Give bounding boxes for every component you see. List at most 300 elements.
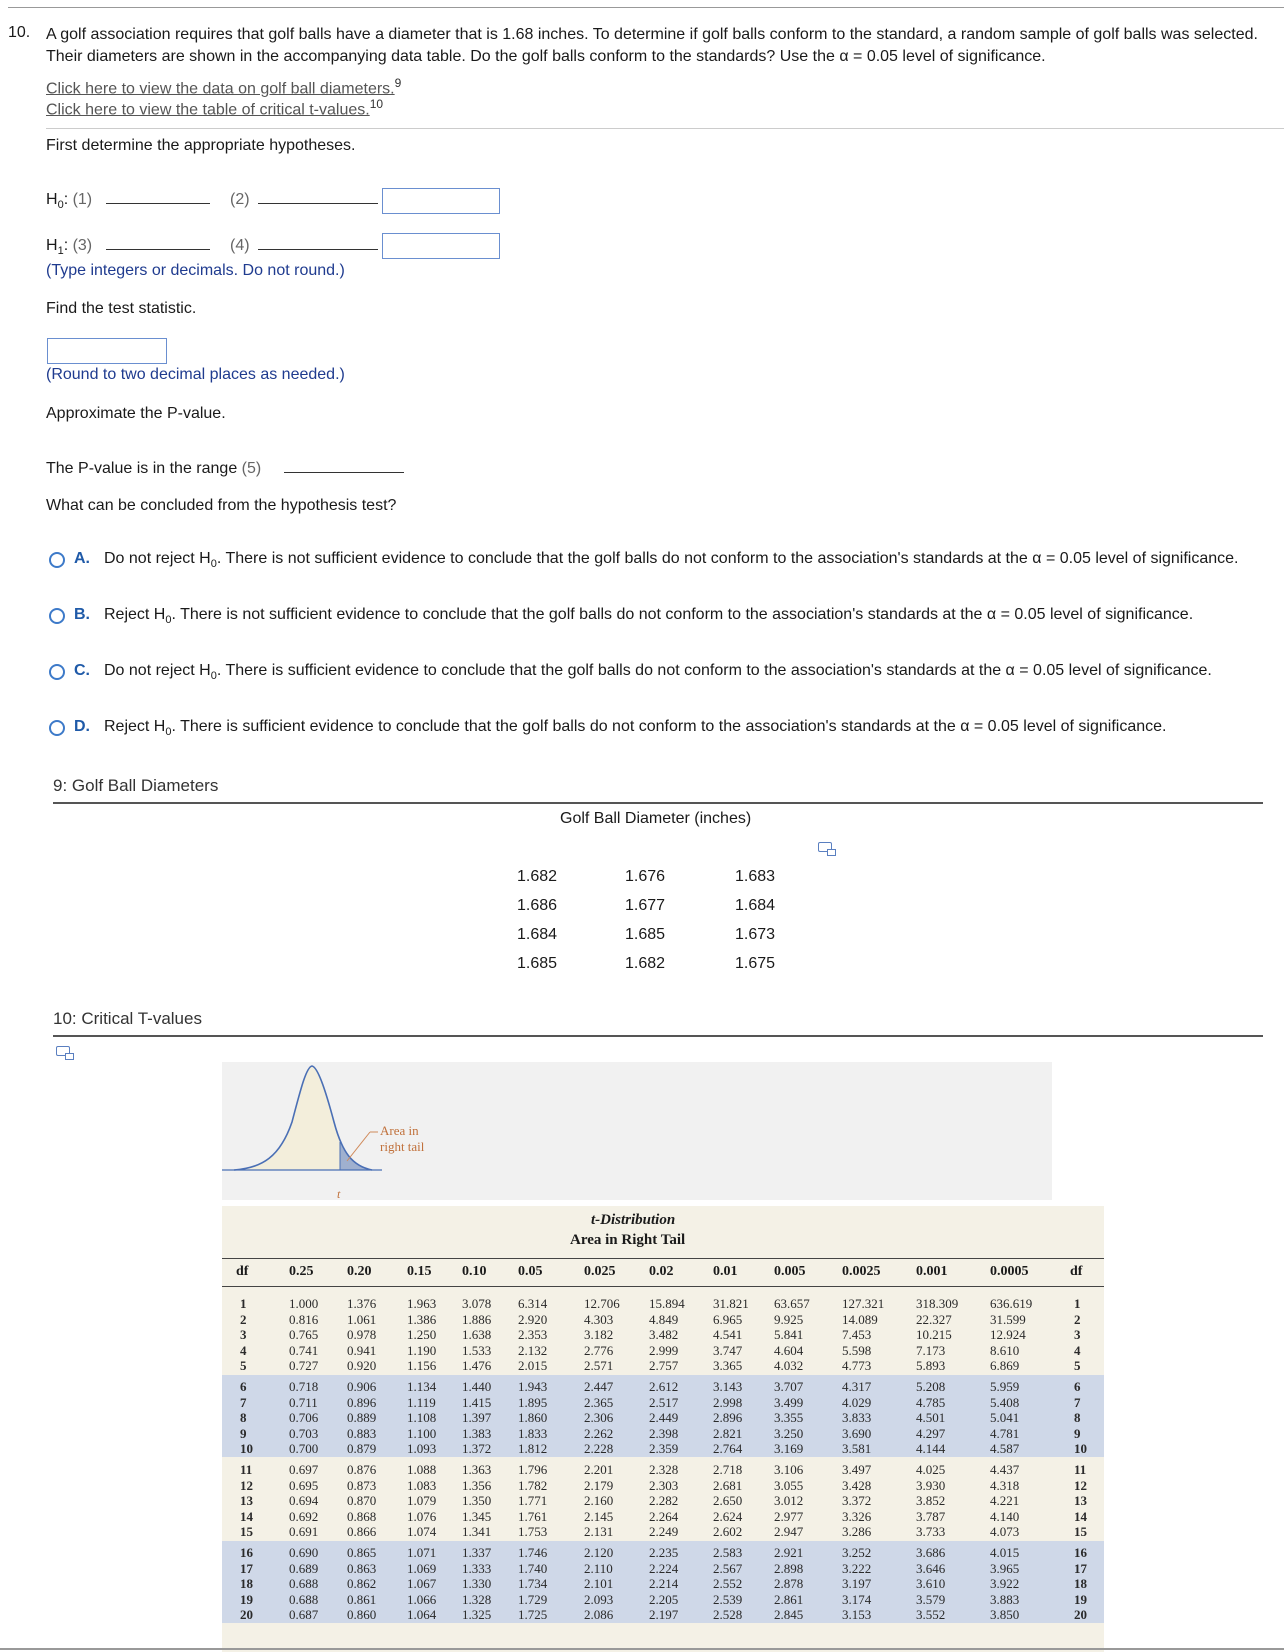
label-pointer: [347, 1132, 370, 1161]
t-table-cell: 1.119: [407, 1394, 436, 1410]
t-table-cell: 1.156: [407, 1358, 437, 1374]
t-table-df-cell-right: 8: [1074, 1410, 1081, 1426]
t-table-cell: 636.619: [990, 1296, 1033, 1311]
t-table-df-cell-right: 7: [1074, 1394, 1081, 1410]
t-table-cell: 1.100: [407, 1425, 437, 1441]
test-statistic-input[interactable]: [47, 338, 167, 364]
t-table-cell: 2.898: [774, 1560, 804, 1576]
t-table-cell: 7.453: [842, 1327, 872, 1343]
t-table-cell: 1.337: [462, 1545, 492, 1560]
t-table-cell: 2.131: [584, 1524, 614, 1540]
t-table-df-cell-right: 9: [1074, 1425, 1081, 1441]
t-table-cell: 1.064: [407, 1607, 437, 1623]
t-table-cell: 4.073: [990, 1524, 1020, 1540]
t-table-cell: 2.120: [584, 1545, 614, 1560]
t-table-cell: 0.694: [289, 1493, 319, 1509]
t-table-cell: 3.610: [916, 1576, 946, 1592]
t-distribution-curve: [222, 1062, 482, 1206]
t-table-cell: 2.228: [584, 1441, 614, 1457]
t-table-cell: 1.886: [462, 1311, 492, 1327]
t-table-cell: 2.921: [774, 1545, 804, 1560]
h1-row: [46, 237, 92, 257]
option-b-text[interactable]: Reject $H_0$. There is not sufficient evidence to conclude that the golf balls do not conform to the association's standards at the α = 0.05 level of significance.: [104, 606, 1194, 627]
t-table-df-cell: 2: [240, 1311, 247, 1327]
step-test-statistic: Find the test statistic.: [46, 300, 197, 317]
t-table-df-cell: 4: [240, 1342, 247, 1358]
t-table-cell: 12.706: [584, 1296, 620, 1311]
t-table-cell: 4.541: [713, 1327, 743, 1343]
t-table-cell: 3.174: [842, 1591, 872, 1607]
t-table-cell: 3.581: [842, 1441, 872, 1457]
t-table-cell: 1.076: [407, 1508, 437, 1524]
t-table-cell: 1.345: [462, 1508, 492, 1524]
t-table-cell: 1.782: [518, 1477, 548, 1493]
t-table-cell: 1.397: [462, 1410, 492, 1426]
t-table-cell: 0.727: [289, 1358, 319, 1374]
t-table-cell: 4.781: [990, 1425, 1020, 1441]
h0-label: $H_0$:: [46, 191, 73, 212]
tvalues-section-divider: [53, 1035, 1263, 1037]
area-label-1: Area in: [380, 1123, 419, 1138]
t-label: t: [337, 1187, 341, 1201]
t-table-cell: 1.725: [518, 1607, 548, 1623]
t-table-cell: 3.106: [774, 1462, 804, 1477]
t-table-cell: 22.327: [916, 1311, 952, 1327]
t-table-cell: 3.499: [774, 1394, 804, 1410]
t-table-cell: 4.785: [916, 1394, 946, 1410]
t-table-cell: 1.963: [407, 1296, 437, 1311]
data-cell: 1.685: [625, 926, 666, 943]
t-table-cell: 3.326: [842, 1508, 872, 1524]
t-table-df-cell-right: 20: [1074, 1607, 1087, 1623]
t-table-cell: 3.143: [713, 1379, 743, 1394]
t-table-df-cell: 12: [240, 1477, 253, 1493]
t-table-cell: 3.222: [842, 1560, 872, 1576]
t-table-df-cell-right: 18: [1074, 1576, 1087, 1592]
t-table-cell: 0.920: [347, 1358, 377, 1374]
t-table-cell: 3.252: [842, 1545, 872, 1560]
t-table-cell: 2.517: [649, 1394, 679, 1410]
t-table-cell: 3.012: [774, 1493, 804, 1509]
t-table-cell: 4.297: [916, 1425, 946, 1441]
h0-value-input[interactable]: [382, 188, 500, 214]
t-table-cell: 4.015: [990, 1545, 1020, 1560]
option-c-letter: C.: [74, 662, 90, 679]
t-table-cell: 31.599: [990, 1311, 1026, 1327]
t-table-cell: 2.764: [713, 1441, 743, 1457]
t-table-cell: 4.025: [916, 1462, 946, 1477]
t-table-cell: 2.160: [584, 1493, 614, 1509]
option-d-text[interactable]: Reject $H_0$. There is sufficient evidence to conclude that the golf balls do not conform to the association's standards at the α = 0.05 level of significance.: [104, 718, 1167, 739]
t-table-cell: 1.943: [518, 1379, 548, 1394]
t-table-cell: 2.101: [584, 1576, 614, 1592]
t-table-cell: 2.878: [774, 1576, 804, 1592]
t-table-df-cell: 19: [240, 1591, 253, 1607]
t-table-cell: 4.318: [990, 1477, 1020, 1493]
t-table-cell: 2.681: [713, 1477, 743, 1493]
t-table-cell: 0.876: [347, 1462, 377, 1477]
t-table-cell: 1.415: [462, 1394, 492, 1410]
t-table-cell: 3.355: [774, 1410, 804, 1426]
table-link-ref: 10: [369, 97, 384, 111]
t-table-cell: 1.079: [407, 1493, 437, 1509]
t-table-df-cell-right: 3: [1074, 1327, 1081, 1343]
t-table-col-header: 0.20: [347, 1264, 372, 1279]
t-table-cell: 0.861: [347, 1591, 377, 1607]
t-table-cell: 4.587: [990, 1441, 1020, 1457]
t-table-cell: 1.796: [518, 1462, 548, 1477]
t-table-title-1: t-Distribution: [591, 1212, 676, 1228]
t-table-cell: 1.363: [462, 1462, 492, 1477]
t-table-cell: 1.088: [407, 1462, 437, 1477]
hint-integers: (Type integers or decimals. Do not round.): [46, 262, 345, 279]
t-table-cell: 1.771: [518, 1493, 548, 1509]
t-table-cell: 1.638: [462, 1327, 492, 1343]
view-data-link[interactable]: Click here to view the data on golf ball diameters.: [46, 80, 395, 98]
t-table-cell: 1.812: [518, 1441, 548, 1457]
view-table-link[interactable]: Click here to view the table of critical t-values.: [46, 101, 370, 119]
h0-row: [46, 191, 92, 211]
t-table-df-cell: 5: [240, 1358, 247, 1374]
t-table-cell: 3.078: [462, 1296, 492, 1311]
t-table-cell: 3.850: [990, 1607, 1020, 1623]
t-table-cell: 3.833: [842, 1410, 872, 1426]
t-table-cell: 2.528: [713, 1607, 743, 1623]
option-a-radio[interactable]: [49, 552, 65, 568]
t-table-cell: 1.895: [518, 1394, 548, 1410]
t-table-cell: 4.303: [584, 1311, 614, 1327]
t-table-cell: 318.309: [916, 1296, 959, 1311]
data-cell: 1.673: [735, 926, 776, 943]
h1-label: $H_1$:: [46, 237, 73, 258]
t-table-cell: 10.215: [916, 1327, 952, 1343]
link-divider: [46, 128, 1284, 129]
t-table-cell: 1.330: [462, 1576, 492, 1592]
area-label-2: right tail: [380, 1139, 425, 1154]
t-table-cell: 2.303: [649, 1477, 679, 1493]
t-table-cell: 0.941: [347, 1342, 377, 1358]
popout-icon-2[interactable]: [56, 1046, 70, 1056]
t-table-cell: 0.706: [289, 1410, 319, 1426]
t-table-col-header: 0.005: [774, 1264, 806, 1279]
blank-5-label: (5): [241, 460, 262, 477]
t-table-df-cell-right: 15: [1074, 1524, 1087, 1540]
t-table-df-cell: 13: [240, 1493, 253, 1509]
t-table-df-cell: 20: [240, 1607, 253, 1623]
t-table-cell: 6.965: [713, 1311, 743, 1327]
t-table-title-2: Area in Right Tail: [570, 1232, 686, 1248]
t-table-cell: 3.747: [713, 1342, 743, 1358]
t-table-cell: 0.860: [347, 1607, 377, 1623]
t-table-cell: 2.650: [713, 1493, 743, 1509]
t-table-df-cell: 10: [240, 1441, 253, 1457]
t-table-cell: 2.845: [774, 1607, 804, 1623]
t-table-cell: 0.868: [347, 1508, 377, 1524]
option-c-text[interactable]: Do not reject $H_0$. There is sufficient evidence to conclude that the golf balls do not conform to the association's standards at the α = 0.05 level of significance.: [104, 662, 1212, 683]
data-link-ref: 9: [394, 76, 402, 90]
t-table-cell: 0.690: [289, 1545, 319, 1560]
t-table-cell: 2.861: [774, 1591, 804, 1607]
t-table-cell: 3.153: [842, 1607, 872, 1623]
t-table-cell: 2.552: [713, 1576, 743, 1592]
t-table-cell: 63.657: [774, 1296, 810, 1311]
t-table-cell: 0.703: [289, 1425, 319, 1441]
tail-area: [340, 1142, 372, 1170]
t-table-cell: 2.447: [584, 1379, 614, 1394]
t-table-cell: 2.086: [584, 1607, 614, 1623]
t-table-cell: 2.977: [774, 1508, 804, 1524]
t-table-df-cell-right: 5: [1074, 1358, 1081, 1374]
t-table-cell: 3.733: [916, 1524, 946, 1540]
t-table-df-cell-right: 4: [1074, 1342, 1081, 1358]
top-divider: [8, 7, 1284, 8]
t-table-cell: 0.862: [347, 1576, 377, 1592]
t-table-cell: 0.889: [347, 1410, 377, 1426]
t-table-cell: 4.773: [842, 1358, 872, 1374]
option-b-radio[interactable]: [49, 608, 65, 624]
t-table-cell: 2.205: [649, 1591, 679, 1607]
t-table-col-header: 0.0005: [990, 1264, 1029, 1279]
t-table-cell: 2.353: [518, 1327, 548, 1343]
t-table-df-cell: 9: [240, 1425, 247, 1441]
t-table-cell: 1.067: [407, 1576, 437, 1592]
t-table-cell: 5.841: [774, 1327, 804, 1343]
popout-icon[interactable]: [818, 842, 832, 852]
t-table-cell: 1.083: [407, 1477, 437, 1493]
t-table-cell: 5.598: [842, 1342, 872, 1358]
question-text: A golf association requires that golf balls have a diameter that is 1.68 inches. To determine if golf balls conform to the standard, a random sample of golf balls was selected. Their diameters are shown in the accompanying data table. Do the golf balls conform to the standards? Use the α = 0.05 level of significance.: [46, 26, 1258, 65]
t-table-df-cell: 15: [240, 1524, 253, 1540]
t-table-cell: 2.262: [584, 1425, 614, 1441]
data-cell: 1.682: [517, 868, 558, 885]
t-table-cell: 0.873: [347, 1477, 377, 1493]
t-table-cell: 3.250: [774, 1425, 804, 1441]
hint-round: (Round to two decimal places as needed.): [46, 366, 345, 383]
t-table-top-rule: [222, 1258, 1104, 1259]
t-table-cell: 2.539: [713, 1591, 743, 1607]
t-table-df-cell: 3: [240, 1327, 247, 1343]
t-table-cell: 2.201: [584, 1462, 614, 1477]
t-table-cell: 1.000: [289, 1296, 319, 1311]
t-table-cell: 1.734: [518, 1576, 548, 1592]
t-table-col-header: 0.01: [713, 1264, 738, 1279]
t-table-cell: 1.071: [407, 1545, 437, 1560]
t-table-cell: 1.376: [347, 1296, 377, 1311]
t-table-cell: 1.740: [518, 1560, 548, 1576]
t-table-cell: 2.197: [649, 1607, 679, 1623]
t-table-cell: 1.383: [462, 1425, 492, 1441]
table-link-row: [46, 97, 383, 119]
option-b-letter: B.: [74, 606, 90, 623]
t-table-df-cell-right: 17: [1074, 1560, 1087, 1576]
t-table-cell: 15.894: [649, 1296, 685, 1311]
data-cell: 1.676: [625, 868, 666, 885]
t-table-df-cell: 1: [240, 1296, 247, 1311]
t-table-cell: 0.741: [289, 1342, 319, 1358]
t-table-cell: 3.787: [916, 1508, 946, 1524]
t-table-cell: 2.776: [584, 1342, 614, 1358]
t-table-cell: 1.372: [462, 1441, 492, 1457]
t-table-cell: 1.533: [462, 1342, 492, 1358]
t-table-col-header: 0.025: [584, 1264, 616, 1279]
t-table-df-cell-right: 19: [1074, 1591, 1087, 1607]
t-table-cell: 2.583: [713, 1545, 743, 1560]
t-table-cell: 1.333: [462, 1560, 492, 1576]
t-table-cell: 2.282: [649, 1493, 679, 1509]
blank-3-dropdown[interactable]: [106, 249, 210, 250]
t-table-df-cell: 7: [240, 1394, 247, 1410]
t-table-cell: 3.365: [713, 1358, 743, 1374]
t-table-col-header: 0.0025: [842, 1264, 881, 1279]
t-table-cell: 0.718: [289, 1379, 319, 1394]
t-table-cell: 3.579: [916, 1591, 946, 1607]
option-c-radio[interactable]: [49, 664, 65, 680]
t-table-col-header: 0.001: [916, 1264, 948, 1279]
t-table-cell: 2.999: [649, 1342, 679, 1358]
data-cell: 1.683: [735, 868, 776, 885]
t-table-cell: 3.686: [916, 1545, 946, 1560]
t-table-cell: 9.925: [774, 1311, 804, 1327]
t-table-df-cell-right: 2: [1074, 1311, 1081, 1327]
t-table-cell: 1.476: [462, 1358, 492, 1374]
blank-2-dropdown[interactable]: [258, 203, 378, 204]
t-table-cell: 0.691: [289, 1524, 319, 1540]
t-table-cell: 4.501: [916, 1410, 946, 1426]
t-table-cell: 2.947: [774, 1524, 804, 1540]
blank-2-label: (2): [230, 191, 250, 208]
t-table-cell: 1.729: [518, 1591, 548, 1607]
t-table-cell: 3.182: [584, 1327, 614, 1343]
t-table-cell: 3.552: [916, 1607, 946, 1623]
t-table-cell: 5.208: [916, 1379, 946, 1394]
t-table-cell: 2.449: [649, 1410, 679, 1426]
t-table-cell: 0.870: [347, 1493, 377, 1509]
t-table-cell: 3.707: [774, 1379, 804, 1394]
t-table-cell: 12.924: [990, 1327, 1026, 1343]
blank-5-dropdown[interactable]: [284, 472, 404, 473]
step-conclusion: What can be concluded from the hypothesis test?: [46, 497, 397, 514]
h1-value-input[interactable]: [382, 233, 500, 259]
t-table-cell: 2.612: [649, 1379, 679, 1394]
t-table-cell: 3.852: [916, 1493, 946, 1509]
t-table-cell: 0.700: [289, 1441, 319, 1457]
t-table-cell: 3.482: [649, 1327, 679, 1343]
t-table-cell: 0.692: [289, 1508, 319, 1524]
t-table-cell: 1.250: [407, 1327, 437, 1343]
t-table-cell: 127.321: [842, 1296, 885, 1311]
t-table-cell: 2.328: [649, 1462, 679, 1477]
t-table-cell: 2.145: [584, 1508, 614, 1524]
t-table-df-cell-right: 13: [1074, 1493, 1087, 1509]
t-table-cell: 2.214: [649, 1576, 679, 1592]
step-pvalue: Approximate the P-value.: [46, 405, 226, 422]
t-table-cell: 1.440: [462, 1379, 492, 1394]
t-table-cell: 3.372: [842, 1493, 872, 1509]
t-table-df-header-right: df: [1070, 1264, 1083, 1279]
data-cell: 1.675: [735, 955, 776, 972]
t-table-df-cell: 16: [240, 1545, 253, 1560]
data-table-title: Golf Ball Diameter (inches): [560, 810, 752, 827]
t-table-cell: 0.896: [347, 1394, 377, 1410]
data-cell: 1.677: [625, 897, 666, 914]
t-table-col-header: 0.10: [462, 1264, 487, 1279]
t-table-cell: 1.066: [407, 1591, 437, 1607]
option-d-radio[interactable]: [49, 720, 65, 736]
t-table-df-cell: 8: [240, 1410, 247, 1426]
t-table-cell: 3.930: [916, 1477, 946, 1493]
t-table-cell: 0.879: [347, 1441, 377, 1457]
t-table-cell: 2.179: [584, 1477, 614, 1493]
t-table-cell: 4.221: [990, 1493, 1020, 1509]
option-d-letter: D.: [74, 718, 90, 735]
t-table-cell: 1.753: [518, 1524, 548, 1540]
bottom-divider: [0, 1648, 1284, 1650]
t-table-cell: 2.567: [713, 1560, 743, 1576]
t-table-df-cell: 17: [240, 1560, 253, 1576]
t-table-cell: 2.571: [584, 1358, 614, 1374]
t-table-cell: 1.093: [407, 1441, 437, 1457]
t-table-cell: 1.350: [462, 1493, 492, 1509]
data-link-row: [46, 76, 401, 98]
t-table-cell: 0.711: [289, 1394, 318, 1410]
t-table-cell: 0.687: [289, 1607, 319, 1623]
t-table-cell: 3.965: [990, 1560, 1020, 1576]
t-table-cell: 2.624: [713, 1508, 743, 1524]
option-a-letter: A.: [74, 550, 90, 567]
t-table-cell: 2.998: [713, 1394, 743, 1410]
t-table-cell: 4.032: [774, 1358, 804, 1374]
t-table-cell: 1.761: [518, 1508, 548, 1524]
t-table-df-cell-right: 16: [1074, 1545, 1087, 1560]
t-table-cell: 3.428: [842, 1477, 872, 1493]
t-table-cell: 3.690: [842, 1425, 872, 1441]
step-hypotheses: First determine the appropriate hypotheses.: [46, 137, 356, 154]
t-table-cell: 2.757: [649, 1358, 679, 1374]
t-table-cell: 4.317: [842, 1379, 872, 1394]
t-table-cell: 2.110: [584, 1560, 613, 1576]
t-table-df-cell-right: 11: [1074, 1462, 1087, 1477]
t-table-df-cell-right: 10: [1074, 1441, 1087, 1457]
t-table-cell: 2.718: [713, 1462, 743, 1477]
t-table-cell: 3.497: [842, 1462, 872, 1477]
t-table-col-header: 0.15: [407, 1264, 432, 1279]
t-table-cell: 3.169: [774, 1441, 804, 1457]
t-table-col-header: 0.02: [649, 1264, 674, 1279]
t-table-cell: 1.356: [462, 1477, 492, 1493]
t-table-df-cell-right: 12: [1074, 1477, 1087, 1493]
option-a-text[interactable]: Do not reject $H_0$. There is not sufficient evidence to conclude that the golf balls do not conform to the association's standards at the α = 0.05 level of significance.: [104, 550, 1239, 571]
blank-4-dropdown[interactable]: [258, 249, 378, 250]
t-table-cell: 8.610: [990, 1342, 1020, 1358]
t-table-cell: 0.688: [289, 1591, 319, 1607]
t-table-cell: 31.821: [713, 1296, 749, 1311]
t-table-cell: 6.314: [518, 1296, 548, 1311]
t-table-cell: 2.306: [584, 1410, 614, 1426]
t-table-cell: 1.108: [407, 1410, 437, 1426]
blank-3-label: (3): [72, 237, 93, 254]
t-table-df-cell-right: 1: [1074, 1296, 1081, 1311]
t-table-cell: 1.134: [407, 1379, 437, 1394]
data-section-divider: [53, 802, 1263, 804]
data-section-title: 9: Golf Ball Diameters: [53, 776, 219, 795]
blank-1-dropdown[interactable]: [106, 203, 210, 204]
t-table-cell: 1.061: [347, 1311, 377, 1327]
t-table-cell: 1.325: [462, 1607, 492, 1623]
t-table-cell: 4.140: [990, 1508, 1020, 1524]
t-table-cell: 2.015: [518, 1358, 548, 1374]
t-table-col-header: 0.05: [518, 1264, 543, 1279]
t-table-cell: 14.089: [842, 1311, 878, 1327]
